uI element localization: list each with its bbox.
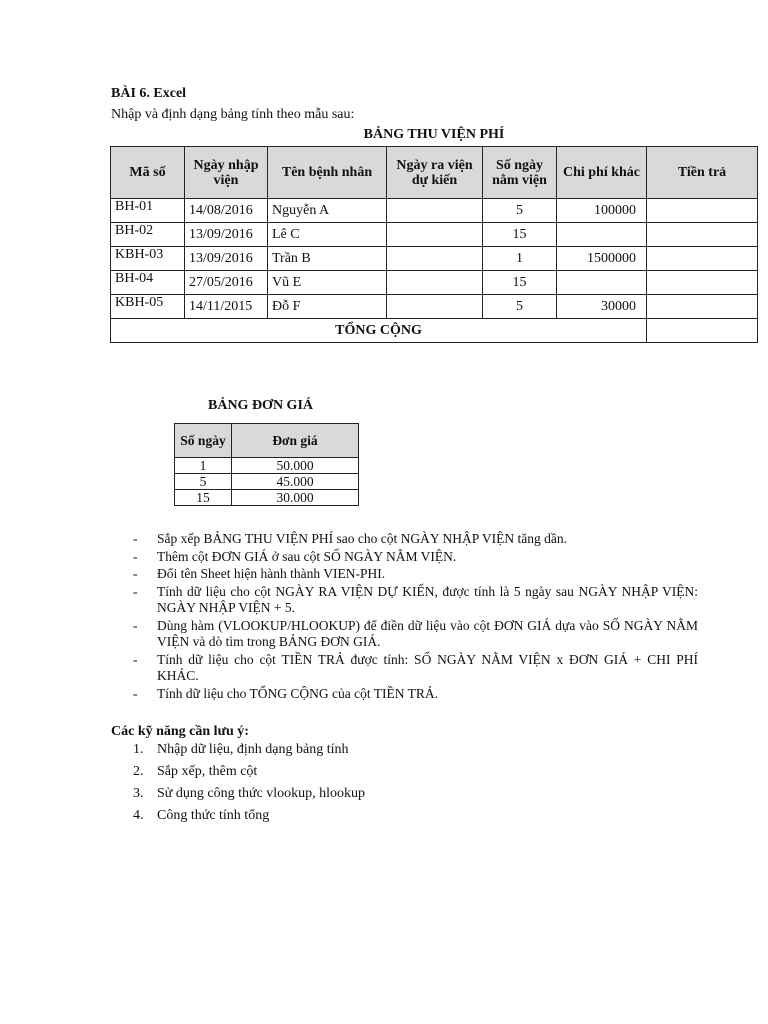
cell-discharge-date [387, 223, 483, 247]
list-item [133, 763, 365, 785]
cell-id: BH-02 [111, 223, 185, 247]
cell-other-cost [557, 223, 647, 247]
price-table-title: BẢNG ĐƠN GIÁ [208, 398, 314, 413]
total-row [111, 319, 758, 343]
list-item [133, 785, 365, 807]
cell-other-cost: 30000 [557, 295, 647, 319]
instruction-text: Thêm cột ĐƠN GIÁ ở sau cột SỐ NGÀY NẰM VIỆN. [157, 548, 457, 564]
cell-id: KBH-05 [111, 295, 185, 319]
cell-patient-name: Đỗ F [268, 295, 387, 319]
bullet-dash: - [133, 566, 138, 581]
table-row [175, 490, 359, 506]
cell-discharge-date [387, 199, 483, 223]
item-number: 2. [133, 764, 144, 779]
table-row [111, 295, 758, 319]
bullet-dash: - [133, 651, 138, 667]
skill-text: Sắp xếp, thêm cột [157, 764, 258, 779]
cell-payment [647, 247, 758, 271]
cell-unit-price: 45.000 [232, 474, 359, 490]
table-header-row [111, 147, 758, 199]
cell-days: 5 [175, 474, 232, 490]
skill-text: Nhập dữ liệu, định dạng bảng tính [157, 742, 349, 757]
cell-days: 15 [483, 271, 557, 295]
cell-other-cost: 100000 [557, 199, 647, 223]
cell-days: 1 [483, 247, 557, 271]
cell-days: 1 [175, 458, 232, 474]
table-row [175, 474, 359, 490]
table-row [111, 223, 758, 247]
instruction-text: Dùng hàm (VLOOKUP/HLOOKUP) để điền dữ liệu vào cột ĐƠN GIÁ dựa vào SỐ NGÀY NẰM VIỆN và dò tìm trong BẢNG ĐƠN GIÁ. [157, 617, 698, 649]
cell-payment [647, 223, 758, 247]
skills-list [133, 741, 365, 829]
instruction-text: Tính dữ liệu cho cột NGÀY RA VIỆN DỰ KIẾN, được tính là 5 ngày sau NGÀY NHẬP VIỆN: NGÀY NHẬP VIỆN + 5. [157, 583, 698, 615]
col-header-days: Số ngày [175, 424, 232, 458]
list-item [133, 741, 365, 763]
skill-text: Công thức tính tổng [157, 808, 270, 823]
cell-payment [647, 199, 758, 223]
total-label: TỔNG CỘNG [111, 319, 647, 343]
bullet-dash: - [133, 685, 138, 701]
instruction-text: Tính dữ liệu cho TỔNG CỘNG của cột TIỀN TRẢ. [157, 685, 439, 701]
cell-id: BH-04 [111, 271, 185, 295]
col-header-patient-name: Tên bệnh nhân [268, 147, 387, 199]
table-row [111, 271, 758, 295]
bullet-dash: - [133, 617, 138, 633]
item-number: 3. [133, 786, 144, 801]
col-header-days: Số ngày nằm viện [483, 147, 557, 199]
cell-admit-date: 27/05/2016 [185, 271, 268, 295]
instruction-text: Sắp xếp BẢNG THU VIỆN PHÍ sao cho cột NGÀY NHẬP VIỆN tăng dần. [157, 531, 567, 546]
bullet-dash: - [133, 548, 138, 564]
cell-admit-date: 13/09/2016 [185, 223, 268, 247]
cell-discharge-date [387, 295, 483, 319]
instruction-text: Tính dữ liệu cho cột TIỀN TRẢ được tính: SỐ NGÀY NẰM VIỆN x ĐƠN GIÁ + CHI PHÍ KHÁC. [157, 651, 698, 683]
table-row [111, 199, 758, 223]
unit-price-table [174, 423, 359, 506]
item-number: 1. [133, 742, 144, 757]
cell-days: 5 [483, 199, 557, 223]
table-row [175, 458, 359, 474]
main-table-title: BẢNG THU VIỆN PHÍ [363, 127, 505, 142]
cell-id: BH-01 [111, 199, 185, 223]
cell-unit-price: 50.000 [232, 458, 359, 474]
cell-patient-name: Trần B [268, 247, 387, 271]
cell-id: KBH-03 [111, 247, 185, 271]
instruction-text: Đổi tên Sheet hiện hành thành VIEN-PHI. [157, 566, 386, 581]
cell-days: 5 [483, 295, 557, 319]
list-item [133, 584, 698, 617]
col-header-other-cost: Chi phí khác [557, 147, 647, 199]
bullet-dash: - [133, 531, 138, 546]
total-value-cell [647, 319, 758, 343]
cell-discharge-date [387, 271, 483, 295]
cell-patient-name: Nguyễn A [268, 199, 387, 223]
cell-days: 15 [175, 490, 232, 506]
col-header-id: Mã số [111, 147, 185, 199]
table-header-row [175, 424, 359, 458]
cell-admit-date: 14/08/2016 [185, 199, 268, 223]
col-header-discharge-date: Ngày ra viện dự kiến [387, 147, 483, 199]
col-header-admit-date: Ngày nhập viện [185, 147, 268, 199]
cell-admit-date: 14/11/2015 [185, 295, 268, 319]
exercise-title: BÀI 6. Excel [111, 86, 187, 101]
col-header-unit-price: Đơn giá [232, 424, 359, 458]
cell-patient-name: Lê C [268, 223, 387, 247]
list-item [133, 549, 698, 566]
hospital-fee-table [110, 146, 758, 343]
item-number: 4. [133, 808, 144, 823]
list-item [133, 807, 365, 829]
cell-discharge-date [387, 247, 483, 271]
cell-admit-date: 13/09/2016 [185, 247, 268, 271]
skill-text: Sử dụng công thức vlookup, hlookup [157, 786, 366, 801]
cell-patient-name: Vũ E [268, 271, 387, 295]
list-item [133, 618, 698, 651]
cell-payment [647, 295, 758, 319]
list-item [133, 531, 698, 548]
list-item [133, 566, 698, 583]
cell-days: 15 [483, 223, 557, 247]
cell-payment [647, 271, 758, 295]
skills-title: Các kỹ năng cần lưu ý: [111, 724, 249, 739]
exercise-subtitle: Nhập và định dạng bảng tính theo mẫu sau: [111, 107, 355, 122]
bullet-dash: - [133, 583, 138, 599]
cell-unit-price: 30.000 [232, 490, 359, 506]
table-row [111, 247, 758, 271]
cell-other-cost [557, 271, 647, 295]
instruction-list [133, 531, 698, 703]
list-item [133, 686, 698, 703]
cell-other-cost: 1500000 [557, 247, 647, 271]
list-item [133, 652, 698, 685]
col-header-payment: Tiền trả [647, 147, 758, 199]
